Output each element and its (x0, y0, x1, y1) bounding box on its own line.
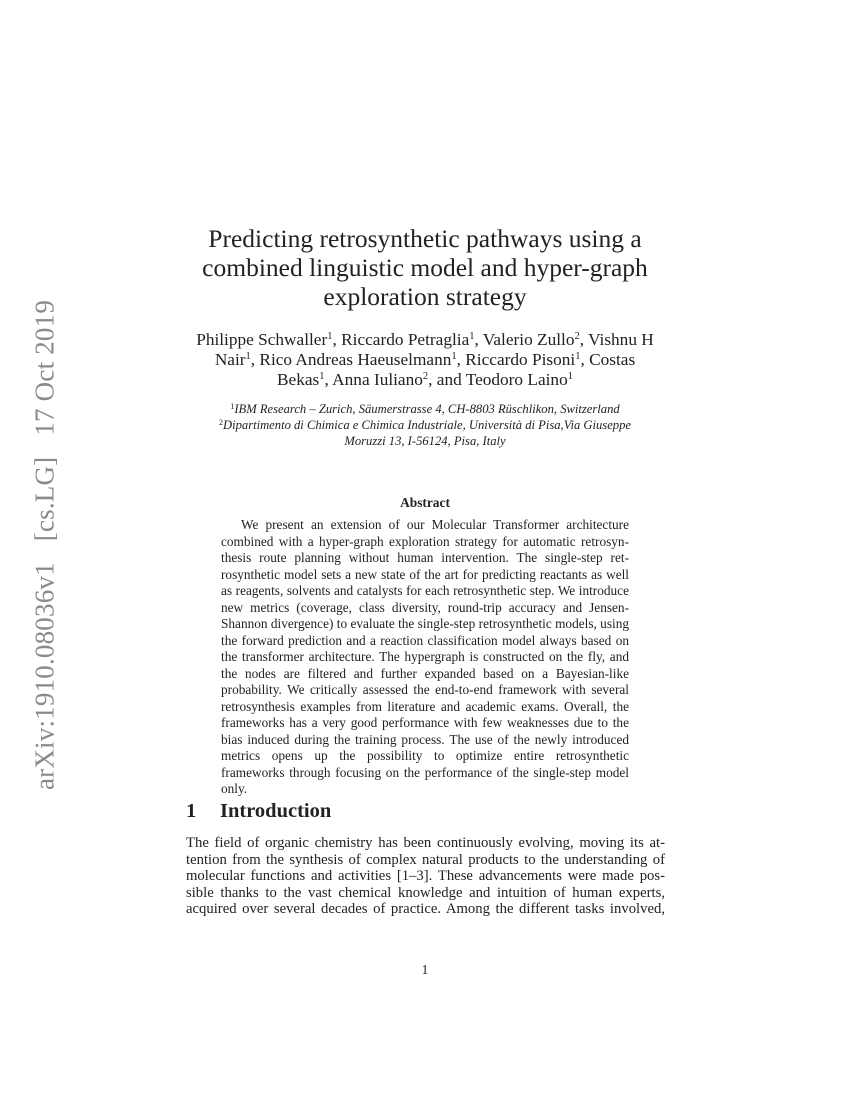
abstract-heading: Abstract (400, 495, 450, 510)
author-name: Bekas (277, 370, 320, 390)
body-line: sible thanks to the vast chemical knowledge and intuition of human experts, (186, 884, 665, 901)
title-line: combined linguistic model and hyper-graph (202, 253, 648, 282)
author-line (180, 370, 670, 390)
page-number: 1 (421, 962, 429, 977)
affiliation-mark: 2 (574, 331, 580, 342)
arxiv-category: [cs.LG] (29, 456, 60, 542)
affiliation-mark: 1 (327, 331, 333, 342)
affiliation-1 (180, 401, 670, 417)
author-name: , Costas (580, 350, 636, 370)
affiliations (180, 401, 670, 449)
section-title: Introduction (220, 800, 332, 822)
author-name: Nair (214, 350, 246, 370)
affiliation-text: Dipartimento di Chimica e Chimica Industriale, Università di Pisa,Via Giuseppe (223, 418, 631, 432)
author-name: , Rico Andreas Haeuselmann (250, 350, 452, 370)
affiliation-mark: 1 (451, 351, 457, 363)
affiliation-mark: 1 (575, 351, 581, 363)
author-name: , Vishnu H (579, 330, 654, 349)
abstract-body: We present an extension of our Molecular Transformer architecture combined with a hyper-graph exploration strategy for automatic retrosynthesis route planning without human intervention. The single-step retrosynthetic model sets a new state of the art for predicting reactants as well as reagents, solvents and catalysts for each retrosynthetic step. We introduce new metrics (coverage, class diversity, round-trip accuracy and Jensen-Shannon divergence) to evaluate the single-step retrosynthetic models, using the forward prediction and a reaction classification model always based on the transformer architecture. The hypergraph is constructed on the fly, and the nodes are filtered and further expanded based on a Bayesian-like probability. We critically assessed the end-to-end framework with several retrosynthesis examples from literature and academic exams. Overall, the frameworks has a very good performance with few weaknesses due to the bias induced during the training process. The use of the newly introduced metrics opens up the possibility to optimize entire retrosynthetic frameworks through focusing on the performance of the single-step model only. (221, 517, 629, 796)
paper-title (150, 224, 700, 311)
author-name: , Riccardo Petraglia (332, 330, 470, 349)
author-name: , Riccardo Pisoni (456, 350, 576, 370)
author-name: , Valerio Zullo (474, 330, 575, 349)
body-line: acquired over several decades of practice. Among the different tasks involved, (186, 901, 665, 918)
arxiv-date: 17 Oct 2019 (29, 299, 60, 436)
affiliation-mark: 1 (567, 371, 573, 383)
affiliation-2 (180, 417, 670, 433)
author-name: , and Teodoro Laino (428, 370, 568, 390)
introduction-body (186, 835, 665, 918)
title-line: exploration strategy (323, 282, 527, 311)
body-line: tention from the synthesis of complex natural products to the understanding of (186, 851, 665, 868)
author-line (180, 330, 670, 350)
arxiv-stamp (30, 286, 61, 790)
affiliation-2-cont: Moruzzi 13, I-56124, Pisa, Italy (344, 434, 506, 448)
affiliation-mark: 2 (422, 371, 429, 383)
author-list (180, 330, 670, 391)
affiliation-mark: 1 (469, 331, 475, 342)
body-line: molecular functions and activities [1–3]. These advancements were made pos- (186, 868, 665, 885)
affiliation-text: IBM Research – Zurich, Säumerstrasse 4, CH-8803 Rüschlikon, Switzerland (234, 402, 620, 416)
author-name: Philippe Schwaller (196, 330, 328, 349)
title-line: Predicting retrosynthetic pathways using a (208, 224, 642, 253)
author-name: , Anna Iuliano (324, 370, 423, 390)
section-number: 1 (186, 800, 197, 822)
affiliation-mark: 1 (245, 351, 251, 363)
affiliation-mark: 2 (219, 418, 223, 427)
author-line (180, 350, 670, 370)
affiliation-mark: 1 (230, 402, 235, 411)
affiliation-mark: 1 (319, 371, 325, 383)
body-line: The field of organic chemistry has been continuously evolving, moving its at- (186, 835, 665, 851)
section-heading-introduction (186, 800, 331, 823)
arxiv-id: arXiv:1910.08036v1 (29, 562, 60, 791)
